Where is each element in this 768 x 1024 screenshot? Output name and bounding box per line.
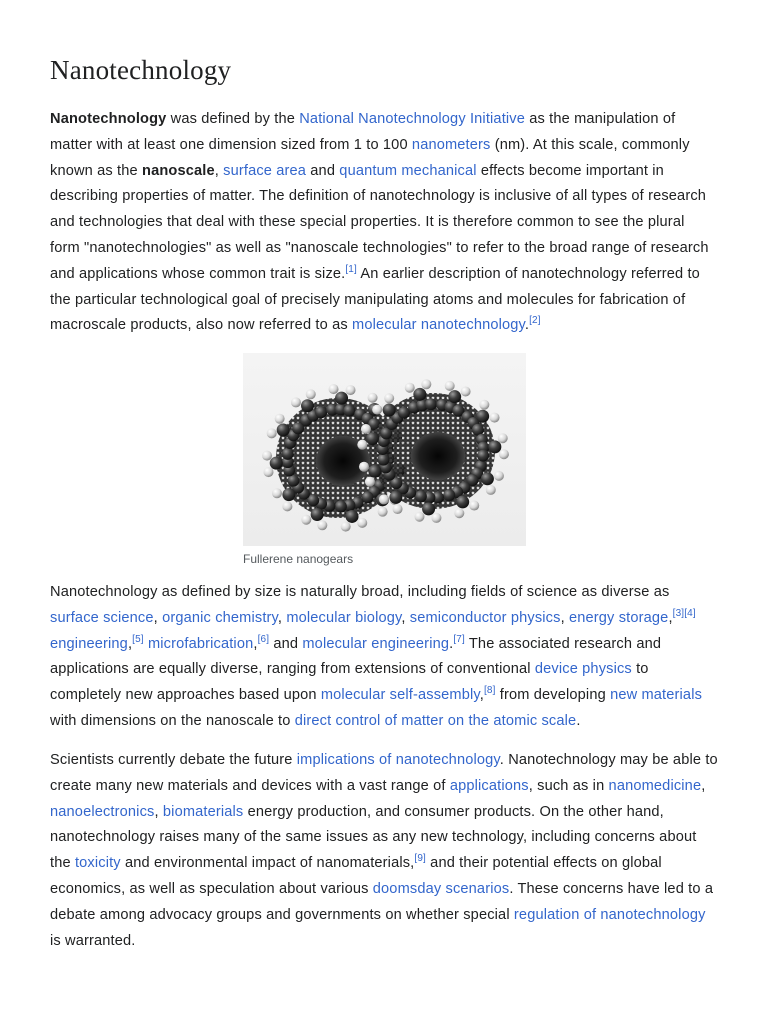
text: (nm). At this scale, commonly known as the	[50, 136, 690, 179]
text: was defined by the	[166, 111, 300, 127]
text: ,	[479, 687, 484, 704]
text: ,	[154, 803, 163, 820]
link-semiconductor-physics[interactable]: semiconductor physics	[409, 609, 561, 626]
text: . These concerns have led to a debate among advocacy groups and governments on whether special	[50, 880, 714, 923]
link-molecular-self-assembly[interactable]: molecular self-assembly	[320, 687, 480, 704]
text: ,	[560, 609, 569, 626]
citation-6[interactable]: [6]	[257, 633, 270, 645]
right-gear	[357, 379, 509, 523]
text: and their potential effects on global economics, as well as speculation about various	[50, 855, 662, 897]
link-molecular-nanotechnology[interactable]: molecular nanotechnology	[352, 317, 525, 334]
link-organic-chemistry[interactable]: organic chemistry	[162, 609, 278, 626]
citation-1[interactable]: [1]	[345, 263, 357, 275]
link-doomsday-scenarios[interactable]: doomsday scenarios	[372, 880, 510, 897]
link-national-nanotechnology-initiative[interactable]: National Nanotechnology Initiative	[299, 111, 526, 127]
text: ,	[127, 635, 133, 652]
fullerene-nanogears-image[interactable]	[243, 353, 526, 546]
text: .	[449, 635, 454, 652]
link-nanometers[interactable]: nanometers	[411, 136, 491, 153]
text: ,	[668, 609, 673, 626]
link-biomaterials[interactable]: biomaterials	[162, 803, 244, 820]
text: Scientists currently debate the future	[50, 752, 297, 768]
bold-term: Nanotechnology	[50, 111, 167, 127]
link-new-materials[interactable]: new materials	[610, 687, 703, 704]
text: with dimensions on the nanoscale to	[50, 712, 295, 729]
intro-paragraph	[50, 107, 718, 339]
bold-term: nanoscale	[142, 162, 215, 179]
link-quantum-mechanical[interactable]: quantum mechanical	[339, 162, 477, 179]
link-applications[interactable]: applications	[449, 777, 529, 794]
link-implications-of-nanotechnology[interactable]: implications of nanotechnology	[296, 752, 500, 768]
citation-8[interactable]: [8]	[483, 685, 496, 697]
link-surface-area[interactable]: surface area	[223, 162, 307, 179]
debate-paragraph	[50, 748, 718, 954]
text: and	[306, 162, 340, 179]
text: . Nanotechnology may be able to create many new materials and devices with a vast range of	[50, 752, 718, 794]
citation-9[interactable]: [9]	[414, 853, 426, 865]
link-surface-science[interactable]: surface science	[50, 609, 154, 626]
text: ,	[253, 635, 258, 652]
text: .	[576, 712, 581, 729]
text: ,	[401, 609, 410, 626]
text: ,	[153, 609, 163, 626]
link-molecular-engineering[interactable]: molecular engineering	[302, 635, 450, 652]
link-nanomedicine[interactable]: nanomedicine	[608, 777, 702, 794]
text: and environmental impact of nanomaterials,	[120, 855, 415, 872]
link-device-physics[interactable]: device physics	[534, 661, 632, 678]
text: Nanotechnology as defined by size is naturally broad, including fields of science as diverse as	[50, 584, 670, 600]
citation-2[interactable]: [2]	[529, 315, 541, 327]
citation-5[interactable]: [5]	[132, 633, 144, 645]
text: , such as in	[528, 777, 609, 794]
figure-caption: Fullerene nanogears	[243, 552, 354, 566]
text: ,	[277, 609, 287, 626]
link-toxicity[interactable]: toxicity	[74, 855, 121, 872]
link-microfabrication[interactable]: microfabrication	[147, 635, 254, 652]
text: .	[524, 317, 530, 334]
link-energy-storage[interactable]: energy storage	[568, 609, 669, 626]
text: from developing	[495, 687, 611, 704]
citation-7[interactable]: [7]	[453, 633, 465, 645]
link-direct-control-of-matter[interactable]: direct control of matter on the atomic scale	[294, 712, 577, 729]
text: is warranted.	[50, 932, 136, 949]
text: The associated research and applications are equally diverse, ranging from extensions of conventional	[50, 635, 662, 678]
link-nanoelectronics[interactable]: nanoelectronics	[50, 803, 155, 820]
text: effects become important in describing properties of matter. The definition of nanotechnology is inclusive of all types of research and technologies that deal with these special properties. It is therefore common to see the plural form "nanotechnologies" as well as "nanoscale technologies" to refer to the broad range of research and applications whose common trait is size.	[50, 162, 709, 282]
text: to completely new approaches based upon	[50, 661, 649, 704]
figure-fullerene-nanogears	[243, 353, 526, 566]
text: as the manipulation of matter with at least one dimension sized from 1 to 100	[50, 111, 676, 153]
link-molecular-biology[interactable]: molecular biology	[286, 609, 402, 626]
link-engineering[interactable]: engineering	[50, 635, 128, 652]
scope-paragraph	[50, 580, 718, 735]
text: and	[269, 635, 303, 652]
page-title: Nanotechnology	[50, 55, 232, 85]
citation-3-4[interactable]: [3][4]	[672, 607, 696, 619]
text: ,	[701, 777, 706, 794]
text: ,	[214, 162, 224, 179]
text: energy production, and consumer products. On the other hand, nanotechnology raises many of the same issues as any new technology, including concerns about the	[50, 803, 697, 872]
text: An earlier description of nanotechnology referred to the particular technological goal of precisely manipulating atoms and molecules for fabrication of macroscale products, also now referred to as	[50, 265, 700, 334]
link-regulation-of-nanotechnology[interactable]: regulation of nanotechnology	[513, 906, 706, 923]
